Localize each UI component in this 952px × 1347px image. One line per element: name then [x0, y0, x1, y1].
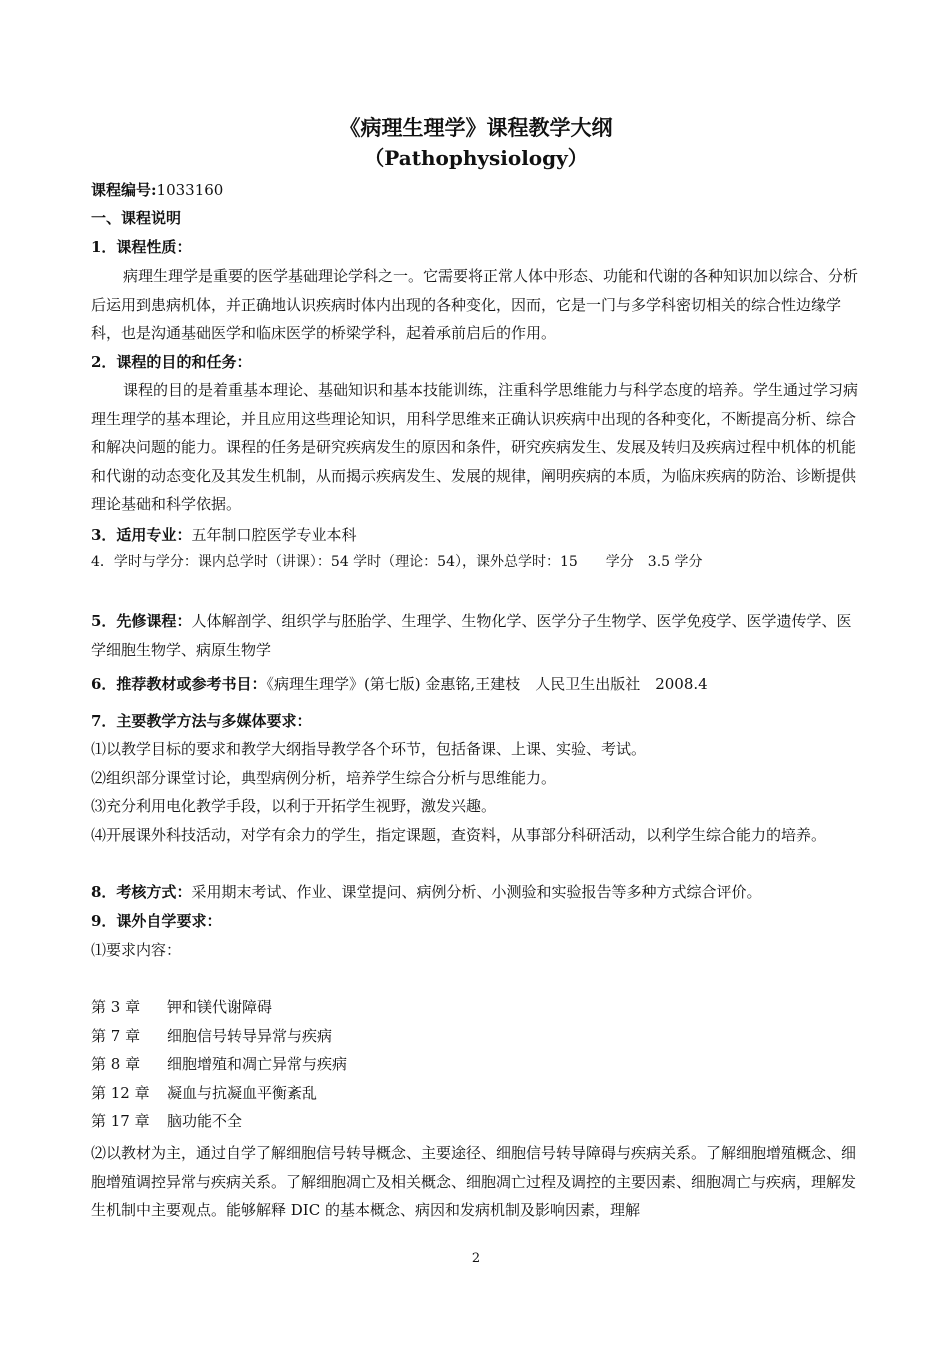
- chapter-name: 细胞增殖和凋亡异常与疾病: [167, 1055, 348, 1073]
- s5-heading: 5．先修课程：: [91, 612, 192, 630]
- chapter-name: 钾和镁代谢障碍: [167, 998, 273, 1016]
- s7-item: ⑵组织部分课堂讨论，典型病例分析，培养学生综合分析与思维能力。: [91, 769, 557, 787]
- chapter-number: 第 7 章: [91, 1027, 141, 1045]
- chapter-item: [91, 1079, 317, 1107]
- document-title: 《病理生理学》课程教学大纲: [339, 115, 613, 140]
- s7-heading: 7．主要教学方法与多媒体要求：: [91, 712, 312, 730]
- s5-block: [91, 607, 866, 664]
- course-code-value: 1033160: [156, 181, 224, 199]
- chapter-number: 第 8 章: [91, 1055, 141, 1073]
- course-code-label: 课程编号:: [91, 181, 157, 199]
- s5-value: 人体解剖学、组织学与胚胎学、生理学、生物化学、医学分子生物学、医学免疫学、医学遗传学、医学细胞生物学、病原生物学: [91, 612, 852, 659]
- course-code: [91, 176, 866, 205]
- s9-heading: 9．课外自学要求：: [91, 912, 222, 930]
- chapter-item: [91, 1050, 347, 1078]
- s6-line: [91, 670, 866, 699]
- s9-req: ⑴要求内容：: [91, 941, 182, 959]
- s6-heading: 6．推荐教材或参考书目：: [91, 675, 267, 693]
- s6-value: 《病理生理学》(第七版) 金惠铭,王建枝 人民卫生出版社 2008.4: [266, 675, 708, 693]
- chapter-name: 凝血与抗凝血平衡紊乱: [167, 1084, 318, 1102]
- chapter-item: [91, 1107, 242, 1135]
- chapter-number: 第 3 章: [91, 998, 141, 1016]
- s4-line: 4．学时与学分：课内总学时（讲课）：54 学时（理论：54），课外总学时：15 学分 3.5 学分: [91, 554, 703, 570]
- s8-line: [91, 878, 866, 907]
- s8-value: 采用期末考试、作业、课堂提问、病例分析、小测验和实验报告等多种方式综合评价。: [191, 883, 762, 901]
- s8-heading: 8．考核方式：: [91, 883, 192, 901]
- s2-body: 课程的目的是着重基本理论、基础知识和基本技能训练，注重科学思维能力与科学态度的培养。学生通过学习病理生理学的基本理论，并且应用这些理论知识，用科学思维来正确认识疾病中出现的各种变化，不断提高分析、综合和解决问题的能力。课程的任务是研究疾病发生的原因和条件，研究疾病发生、发展及转归及疾病过程中机体的机能和代谢的动态变化及其发生机制，从而揭示疾病发生、发展的规律，阐明疾病的本质，为临床疾病的防治、诊断提供理论基础和科学依据。: [91, 381, 859, 513]
- s9-item2: ⑵以教材为主，通过自学了解细胞信号转导概念、主要途径、细胞信号转导障碍与疾病关系。了解细胞增殖概念、细胞增殖调控异常与疾病关系。了解细胞凋亡及相关概念、细胞凋亡过程及调控的主要因素、细胞凋亡与疾病，理解发生机制中主要观点。能够解释 DIC 的基本概念、病因和发病机制及影响因素，理解: [91, 1144, 857, 1219]
- document-subtitle: （Pathophysiology）: [364, 146, 588, 170]
- chapter-name: 细胞信号转导异常与疾病: [167, 1027, 333, 1045]
- chapter-item: [91, 993, 272, 1021]
- chapter-name: 脑功能不全: [167, 1112, 243, 1130]
- s1-body: 病理生理学是重要的医学基础理论学科之一。它需要将正常人体中形态、功能和代谢的各种知识加以综合、分析后运用到患病机体，并正确地认识疾病时体内出现的各种变化，因而，它是一门与多学科密切相关的综合性边缘学科，也是沟通基础医学和临床医学的桥梁学科，起着承前启后的作用。: [91, 267, 859, 342]
- s1-heading: 1．课程性质：: [91, 238, 192, 256]
- s7-item: ⑷开展课外科技活动，对学有余力的学生，指定课题，查资料，从事部分科研活动，以利学生综合能力的培养。: [91, 826, 827, 844]
- section-heading: 一、课程说明: [91, 209, 182, 227]
- chapter-item: [91, 1022, 332, 1050]
- s7-item: ⑴以教学目标的要求和教学大纲指导教学各个环节，包括备课、上课、实验、考试。: [91, 740, 647, 758]
- s3-heading: 3．适用专业：: [91, 526, 192, 544]
- s7-item: ⑶充分利用电化教学手段，以利于开拓学生视野，激发兴趣。: [91, 797, 497, 815]
- chapter-number: 第 12 章: [91, 1084, 150, 1102]
- page-number: 2: [471, 1251, 481, 1266]
- chapter-number: 第 17 章: [91, 1112, 150, 1130]
- s3-value: 五年制口腔医学专业本科: [191, 526, 357, 544]
- s3-line: [91, 521, 866, 550]
- s2-heading: 2．课程的目的和任务：: [91, 353, 252, 371]
